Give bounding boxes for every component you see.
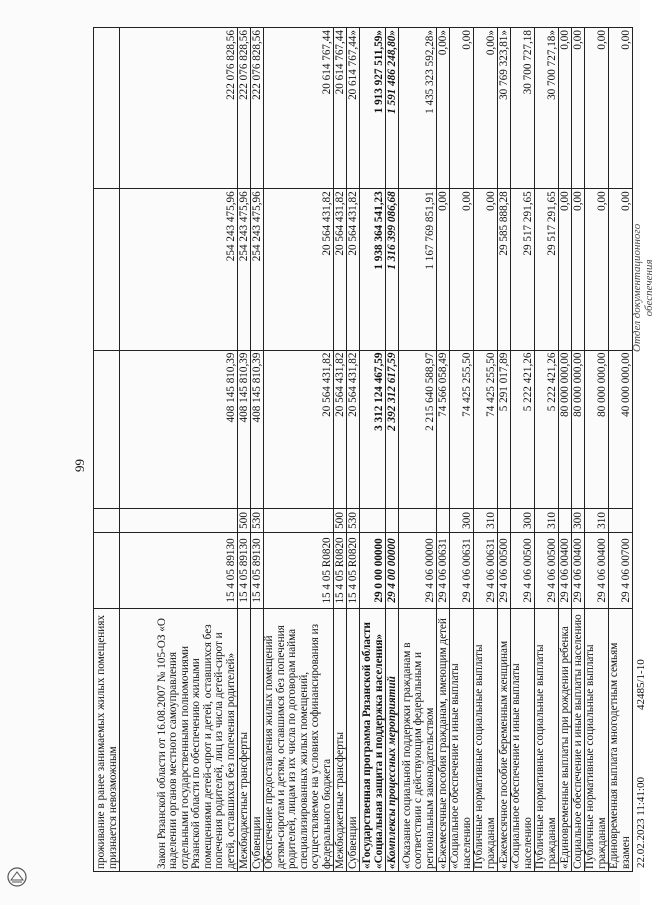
row-amount-year1: 408 145 810,39	[251, 350, 264, 508]
row-amount-year2: 1 167 769 851,91	[399, 189, 437, 350]
row-amount-year2: 0,00	[437, 189, 450, 350]
row-name: Единовременная выплата многодетным семьям взамен	[609, 608, 633, 871]
row-name: Субвенции	[347, 608, 360, 871]
row-amount-year1: 20 564 431,82	[334, 350, 347, 508]
row-amount-year3: 0,00»	[474, 28, 498, 189]
row-amount-year3: 1 913 927 511,59»	[360, 28, 386, 189]
row-vr-code: 310	[535, 508, 559, 532]
row-csr-code: 15 4 05 R0820	[264, 533, 334, 609]
row-vr-code	[360, 508, 386, 532]
row-name: «Государственная программа Рязанской области «Социальная защита и поддержка населения»	[360, 608, 386, 871]
row-name: Межбюджетные трансферты	[334, 608, 347, 871]
row-amount-year1: 408 145 810,39	[120, 350, 238, 508]
row-amount-year1: 408 145 810,39	[238, 350, 251, 508]
row-vr-code	[386, 508, 399, 532]
row-amount-year2: 0,00	[585, 189, 609, 350]
row-amount-year1: 2 215 640 588,97	[399, 350, 437, 508]
row-csr-code: 29 4 06 00631	[450, 533, 474, 609]
row-name: Межбюджетные трансферты	[238, 608, 251, 871]
row-vr-code	[120, 508, 238, 532]
row-amount-year1: 3 312 124 467,59	[360, 350, 386, 508]
row-amount-year2: 20 564 431,82	[334, 189, 347, 350]
table-row	[437, 28, 450, 872]
row-name: «Социальное обеспечение и иные выплаты населению	[450, 608, 474, 871]
row-amount-year2: 1 316 399 086,68	[386, 189, 399, 350]
row-name: Обеспечение предоставления жилых помещений детям-сиротам и детям, оставшимся без попечения родителей, лицам из их числа по договорам найма специализированных жилых помещений, осуществляемое на условиях софинансирования из федерального бюджета	[264, 608, 334, 871]
table-row	[450, 28, 474, 872]
row-amount-year1	[94, 350, 120, 508]
budget-table	[93, 27, 633, 872]
table-row	[94, 28, 120, 872]
row-vr-code	[399, 508, 437, 532]
table-row	[609, 28, 633, 872]
table-row	[334, 28, 347, 872]
row-name: Публичные нормативные социальные выплаты гражданам	[474, 608, 498, 871]
row-vr-code	[437, 508, 450, 532]
row-amount-year2: 0,00	[474, 189, 498, 350]
table-row	[511, 28, 535, 872]
row-amount-year2: 20 564 431,82	[264, 189, 334, 350]
row-amount-year2: 254 243 475,96	[120, 189, 238, 350]
row-csr-code: 29 4 06 00500	[498, 533, 511, 609]
row-csr-code: 29 0 00 00000	[360, 533, 386, 609]
row-amount-year1: 5 222 421,26	[511, 350, 535, 508]
row-vr-code	[498, 508, 511, 532]
row-csr-code: 29 4 00 00000	[386, 533, 399, 609]
table-row	[399, 28, 437, 872]
row-csr-code: 29 4 06 00631	[474, 533, 498, 609]
row-csr-code: 29 4 06 00500	[511, 533, 535, 609]
table-row	[572, 28, 585, 872]
emblem-icon	[6, 866, 28, 888]
row-amount-year2: 29 517 291,65	[511, 189, 535, 350]
row-amount-year1: 80 000 000,00	[572, 350, 585, 508]
row-amount-year3	[94, 28, 120, 189]
table-row	[535, 28, 559, 872]
rotated-table-area	[57, 27, 655, 872]
row-amount-year3: 30 700 727,18»	[535, 28, 559, 189]
row-vr-code: 300	[572, 508, 585, 532]
row-csr-code: 15 4 05 R0820	[347, 533, 360, 609]
row-name: «Оказание социальной поддержки гражданам в соответствии с действующим федеральным и региональным законодательством	[399, 608, 437, 871]
row-csr-code: 29 4 06 00631	[437, 533, 450, 609]
table-row	[347, 28, 360, 872]
row-csr-code: 15 4 05 89130	[251, 533, 264, 609]
row-vr-code: 500	[334, 508, 347, 532]
row-name: Публичные нормативные социальные выплаты гражданам	[535, 608, 559, 871]
row-vr-code: 530	[251, 508, 264, 532]
row-amount-year2: 1 938 364 541,23	[360, 189, 386, 350]
page-number: 99	[72, 459, 87, 472]
footer-code: 42485/1-10	[635, 659, 647, 710]
row-name: Субвенции	[251, 608, 264, 871]
row-amount-year3: 0,00	[572, 28, 585, 189]
row-amount-year2: 0,00	[450, 189, 474, 350]
row-csr-code: 29 4 06 00400	[572, 533, 585, 609]
row-amount-year2: 0,00	[572, 189, 585, 350]
table-row	[559, 28, 572, 872]
row-amount-year3: 222 076 828,56	[120, 28, 238, 189]
row-name: Публичные нормативные социальные выплаты гражданам	[585, 608, 609, 871]
row-vr-code	[559, 508, 572, 532]
row-vr-code: 310	[474, 508, 498, 532]
row-vr-code: 500	[238, 508, 251, 532]
row-csr-code: 15 4 05 R0820	[334, 533, 347, 609]
row-name: «Ежемесячное пособие беременным женщинам	[498, 608, 511, 871]
row-amount-year1: 74 425 255,50	[474, 350, 498, 508]
row-amount-year2: 254 243 475,96	[238, 189, 251, 350]
row-name: «Социальное обеспечение и иные выплаты населению	[511, 608, 535, 871]
footer-date: 22.02.2023 11:41:00	[635, 777, 647, 868]
table-row	[474, 28, 498, 872]
row-amount-year3: 30 769 323,81»	[498, 28, 511, 189]
row-amount-year3: 0,00	[450, 28, 474, 189]
row-vr-code: 300	[511, 508, 535, 532]
row-csr-code: 29 4 06 00400	[585, 533, 609, 609]
row-csr-code	[94, 533, 120, 609]
row-name: Закон Рязанской области от 16.08.2007 № 105-ОЗ «О наделении органов местного самоуправления отдельными государственными полномочиями Рязанской области по обеспечению жилыми помещениями детей-сирот и детей, оставшихся без попечения родителей, лиц из числа детей-сирот и детей, оставшихся без попечения родителей»	[120, 608, 238, 871]
row-amount-year2: 29 517 291,65	[535, 189, 559, 350]
row-amount-year2	[94, 189, 120, 350]
row-name: «Единовременные выплаты при рождении ребенка	[559, 608, 572, 871]
row-amount-year3: 1 435 323 592,28»	[399, 28, 437, 189]
table-row	[264, 28, 334, 872]
row-csr-code: 15 4 05 89130	[238, 533, 251, 609]
table-row	[360, 28, 386, 872]
row-csr-code: 15 4 05 89130	[120, 533, 238, 609]
row-csr-code: 29 4 06 00700	[609, 533, 633, 609]
row-amount-year3: 20 614 767,44»	[347, 28, 360, 189]
row-amount-year3: 0,00	[609, 28, 633, 189]
row-amount-year1: 20 564 431,82	[347, 350, 360, 508]
row-amount-year1: 5 291 017,89	[498, 350, 511, 508]
row-vr-code	[609, 508, 633, 532]
row-amount-year3: 0,00	[559, 28, 572, 189]
row-amount-year2: 254 243 475,96	[251, 189, 264, 350]
row-amount-year2: 20 564 431,82	[347, 189, 360, 350]
row-amount-year2: 0,00	[559, 189, 572, 350]
row-amount-year1: 74 425 255,50	[450, 350, 474, 508]
row-amount-year3: 30 700 727,18	[511, 28, 535, 189]
stamp-line-1: Отдел документационного	[631, 223, 643, 352]
table-row	[498, 28, 511, 872]
row-amount-year3: 1 591 486 248,80»	[386, 28, 399, 189]
row-amount-year2: 29 585 888,28	[498, 189, 511, 350]
table-row	[120, 28, 238, 872]
row-csr-code: 29 4 06 00000	[399, 533, 437, 609]
row-amount-year1: 20 564 431,82	[264, 350, 334, 508]
row-amount-year1: 80 000 000,00	[559, 350, 572, 508]
stamp-line-2: обеспечения	[643, 259, 655, 317]
row-amount-year1: 2 392 312 617,59	[386, 350, 399, 508]
row-vr-code: 300	[450, 508, 474, 532]
row-csr-code: 29 4 06 00500	[535, 533, 559, 609]
table-row	[238, 28, 251, 872]
row-amount-year3: 0,00	[585, 28, 609, 189]
row-amount-year1: 80 000 000,00	[585, 350, 609, 508]
department-stamp	[631, 224, 655, 352]
row-name: проживание в ранее занимаемых жилых помещениях признается невозможным	[94, 608, 120, 871]
row-amount-year1: 5 222 421,26	[535, 350, 559, 508]
table-row	[585, 28, 609, 872]
table-row	[251, 28, 264, 872]
row-vr-code: 310	[585, 508, 609, 532]
row-name: «Ежемесячные пособия гражданам, имеющим детей	[437, 608, 450, 871]
row-amount-year3: 222 076 828,56	[251, 28, 264, 189]
row-csr-code: 29 4 06 00400	[559, 533, 572, 609]
row-amount-year1: 40 000 000,00	[609, 350, 633, 508]
row-vr-code	[264, 508, 334, 532]
row-name: Социальное обеспечение и иные выплаты населению	[572, 608, 585, 871]
row-amount-year3: 20 614 767,44	[264, 28, 334, 189]
row-amount-year2: 0,00	[609, 189, 633, 350]
row-name: «Комплексы процессных мероприятий	[386, 608, 399, 871]
row-vr-code: 530	[347, 508, 360, 532]
table-row	[386, 28, 399, 872]
row-amount-year1: 74 566 058,49	[437, 350, 450, 508]
row-vr-code	[94, 508, 120, 532]
row-amount-year3: 20 614 767,44	[334, 28, 347, 189]
row-amount-year3: 0,00»	[437, 28, 450, 189]
row-amount-year3: 222 076 828,56	[238, 28, 251, 189]
